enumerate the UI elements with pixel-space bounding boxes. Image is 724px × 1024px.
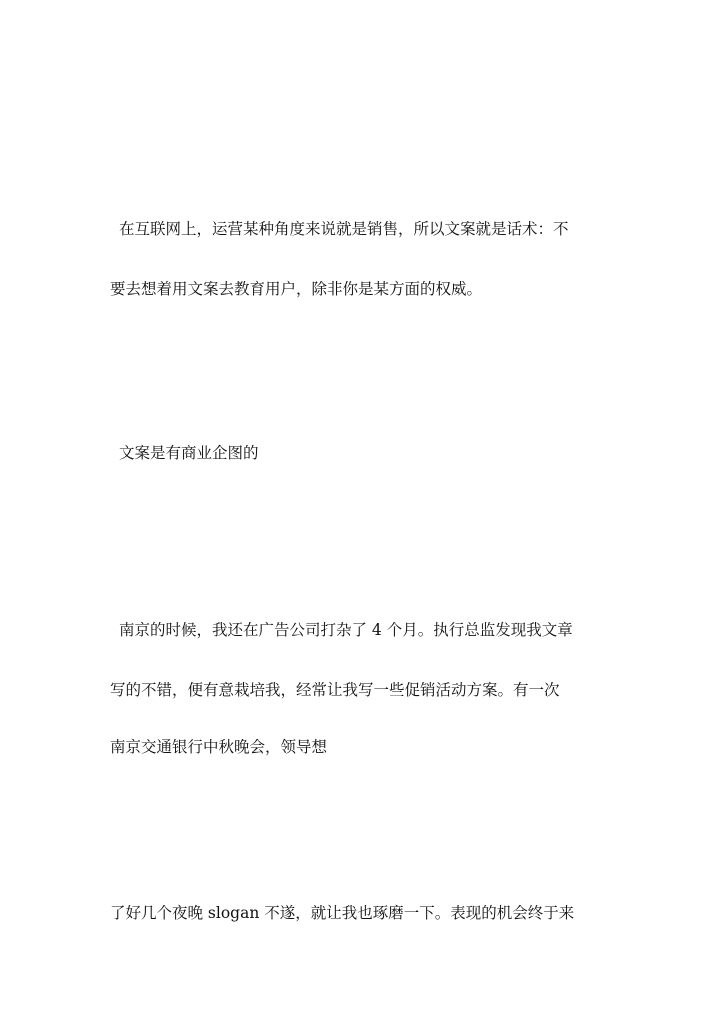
paragraph-3-line-1: 南京的时候，我还在广告公司打杂了 4 个月。执行总监发现我文章 — [119, 621, 573, 639]
paragraph-4-line-1: 了好几个夜晚 slogan 不遂，就让我也琢磨一下。表现的机会终于来 — [110, 904, 575, 922]
paragraph-1-line-1: 在互联网上，运营某种角度来说就是销售，所以文案就是话术：不 — [119, 220, 569, 238]
paragraph-3-line-3: 南京交通银行中秋晚会，领导想 — [110, 738, 328, 756]
paragraph-2-line-1: 文案是有商业企图的 — [119, 444, 259, 462]
paragraph-3-line-2: 写的不错，便有意栽培我，经常让我写一些促销活动方案。有一次 — [110, 681, 560, 699]
paragraph-1-line-2: 要去想着用文案去教育用户，除非你是某方面的权威。 — [110, 280, 483, 298]
